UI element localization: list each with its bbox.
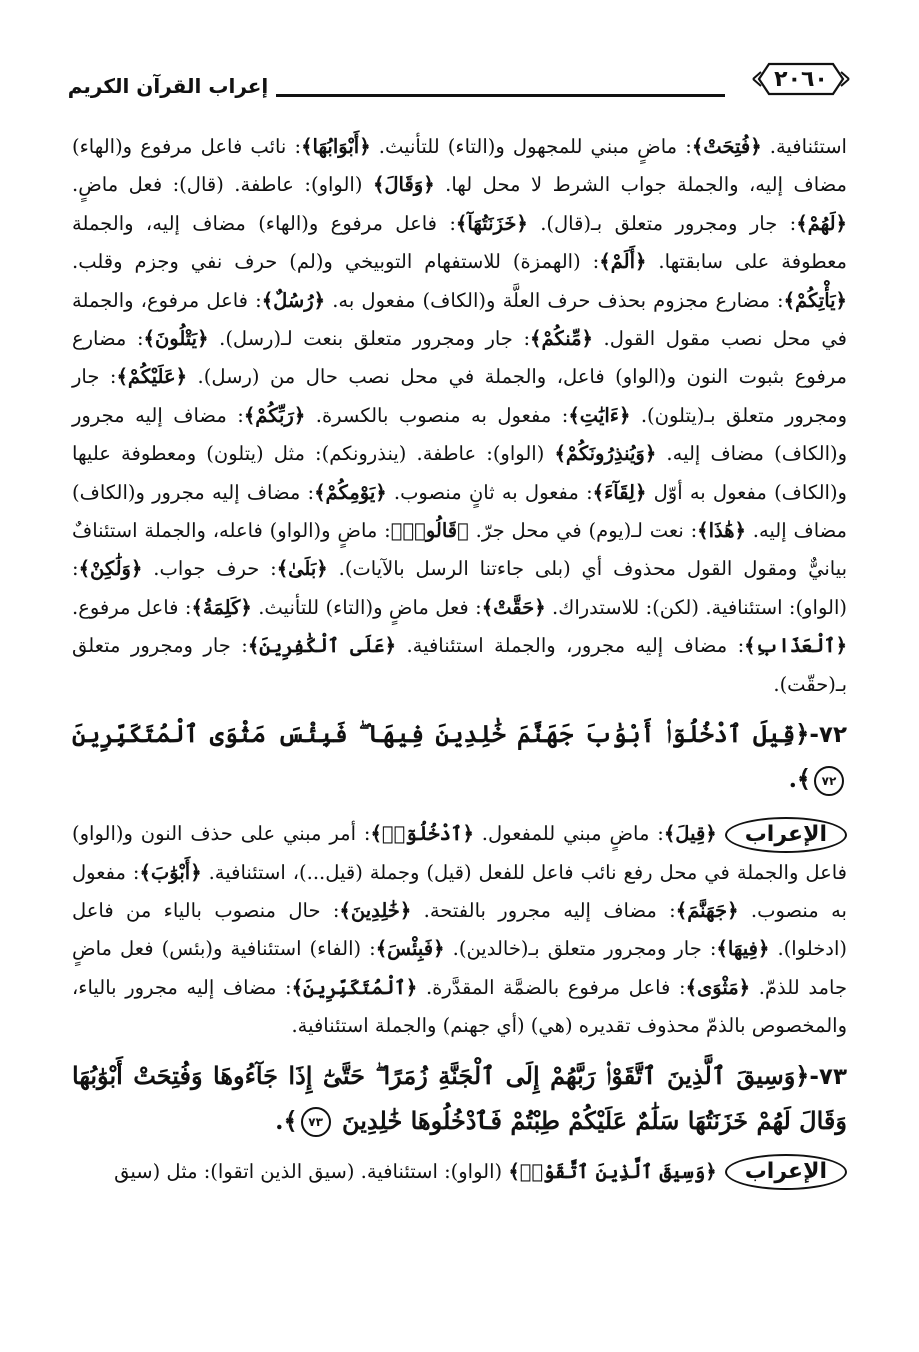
quran-term: ﴿وَيُنذِرُونَكُمْ﴾ (554, 442, 657, 466)
quran-term: ﴿أَلَمْ﴾ (599, 250, 647, 274)
text: : حرف جواب. (142, 557, 277, 581)
quran-term: ﴿قِيلَ﴾ (663, 822, 717, 846)
page-header (58, 56, 851, 106)
text: استئنافية. (761, 135, 847, 158)
quran-term: ﴿حَقَّتْ﴾ (481, 595, 546, 619)
verse-72 (72, 712, 847, 801)
text: : (الواو): استئنافية. (لكن): للاستدراك. (72, 557, 847, 619)
text: : فاعل مرفوع و(الهاء) مضاف إليه، والجملة معطوفة على سابقتها. (72, 211, 847, 274)
text: : حال منصوب بالياء من فاعل (ادخلوا). (72, 898, 847, 961)
quran-term: ﴿ءَايَٰتِ﴾ (568, 403, 631, 427)
text: : أمر مبني على حذف النون و(الواو) فاعل والجملة في محل رفع نائب فاعل للفعل (قيل) وجملة (قيل...)، استئنافية. (72, 822, 848, 884)
text: : مضاف إليه مجرور و(الكاف) مضاف إليه. (72, 480, 848, 543)
text: : مضاف إليه مجرور و(الكاف) مضاف إليه. (72, 403, 848, 466)
quran-term: ﴿يَأْتِكُمْ﴾ (783, 288, 847, 312)
text: : مضاف إليه مجرور بالياء، والمخصوص بالذمّ محذوف تقديره (هي) (أي جهنم) والجملة استئنافية. (72, 975, 847, 1038)
text: : نائب فاعل مرفوع و(الهاء) مضاف إليه، والجملة جواب الشرط لا محل لها. (72, 135, 847, 197)
text: : (الفاء) استئنافية و(بئس) فعل ماضٍ جامد للذمّ. (72, 937, 847, 999)
text: : مفعول به ثانٍ منصوب. (386, 480, 593, 504)
text: : ماضٍ و(الواو) فاعله، والجملة استئنافٌ بيانيٌّ ومقول القول محذوف أي (بلى جاءتنا الرسل بالآيات). (72, 519, 848, 581)
quran-term: ﴿مَثْوَى﴾ (685, 975, 751, 999)
quran-term: ﴿لِقَآءَ﴾ (592, 480, 647, 504)
ayah-end-icon: ٧٢ (814, 766, 844, 796)
quran-term: ﴿فَبِئْسَ﴾ (375, 937, 445, 961)
quran-term: ﴿خَزَنَتُهَآ﴾ (455, 211, 528, 235)
irab-paragraph-73 (72, 1153, 847, 1191)
text: : مضارع مجزوم بحذف حرف العلَّة و(الكاف) مفعول به. (325, 288, 784, 312)
quran-term: ﴿ٱدْخُلُوٓا۟﴾ (370, 822, 474, 846)
text: : مضارع مرفوع بثبوت النون و(الواو) فاعل، والجملة في محل نصب حال من (رسل). (72, 327, 847, 389)
quran-term: ﴿وَقَالَ﴾ (372, 173, 435, 197)
quran-term: ﴿بَلَىٰ﴾ (276, 557, 328, 581)
quran-term: ﴿فُتِحَتْ﴾ (691, 135, 762, 158)
verse-number: ٧٢- (809, 722, 847, 749)
text: : مضاف إليه مجرور، والجملة استئنافية. (396, 634, 745, 658)
quran-term: ﴿أَبْوَٰبَ﴾ (139, 860, 202, 884)
quran-term: ﴿جَهَنَّمَ﴾ (675, 898, 739, 922)
ayah-end-icon: ٧٣ (301, 1107, 331, 1137)
quran-term: ﴿هَٰذَا﴾ (697, 519, 746, 543)
text: : مفعول به منصوب. (72, 860, 847, 922)
irab-label: الإعراب (725, 817, 847, 853)
irab-label: الإعراب (725, 1154, 847, 1190)
verse-number: ٧٣- (809, 1063, 847, 1090)
verse-close: ﴾. (788, 764, 811, 794)
text: : فعل ماضٍ و(التاء) للتأنيث. (251, 595, 482, 619)
verse-text: ﴿وَسِيقَ ٱلَّذِينَ ٱتَّقَوْا۟ رَبَّهُمْ إِلَى ٱلْجَنَّةِ زُمَرًا ۖ حَتَّىٰٓ إِذَا جَآءُوهَا وَفُتِحَتْ أَبْوَٰبُهَا وَقَالَ لَهُمْ خَزَنَتُهَا سَلَٰمٌ عَلَيْكُمْ طِبْتُمْ فَٱدْخُلُوهَا خَٰلِدِينَ (72, 1060, 847, 1135)
quran-term: ﴿عَلَيْكُمْ﴾ (116, 365, 188, 389)
text: : جار ومجرور متعلق بـ(حقّت). (72, 634, 847, 696)
text: (الواو): عاطفة. (قال): فعل ماضٍ. (72, 173, 373, 197)
quran-term: ﴿مِّنكُمْ﴾ (530, 327, 593, 351)
page-number-frame (751, 60, 851, 98)
quran-term: ﴿وَسِيقَ ٱلَّذِينَ ٱتَّقَوْا۟﴾ (508, 1159, 717, 1183)
quran-term: ﴿رَبِّكُمْ﴾ (243, 403, 306, 427)
text: : نعت لـ(يوم) في محل جرّ. (468, 519, 698, 543)
quran-term: ﴿كَلِمَةُ﴾ (191, 595, 252, 619)
quran-term: ﴿قَالُوا۟﴾ (390, 519, 469, 543)
quran-term: ﴿يَتْلُونَ﴾ (143, 327, 209, 351)
quran-term: ﴿وَلَٰكِنْ﴾ (78, 557, 143, 581)
text: : جار ومجرور متعلق بـ(يتلون). (72, 365, 848, 427)
text: : فاعل مرفوع، والجملة في محل نصب مقول القول. (72, 288, 847, 351)
page-content (72, 128, 847, 1191)
irab-paragraph-71 (72, 128, 847, 704)
page-number: ٢٠٦٠ (774, 66, 828, 92)
text: : (الهمزة) للاستفهام التوبيخي و(لم) حرف نفي وجزم وقلب. (72, 250, 600, 274)
quran-term: ﴿رُسُلٌ﴾ (261, 288, 326, 312)
text: : فاعل مرفوع بالضمَّة المقدَّرة. (417, 975, 686, 999)
quran-term: ﴿يَوْمِكُمْ﴾ (314, 480, 387, 504)
text: : جار ومجرور متعلق بـ(قال). (527, 211, 797, 235)
quran-term: ﴿فِيهَا﴾ (716, 937, 770, 961)
quran-term: ﴿أَبْوَابُهَا﴾ (301, 135, 371, 158)
text: : جار ومجرور متعلق بنعت لـ(رسل). (208, 327, 531, 351)
quran-term: ﴿خَٰلِدِينَ﴾ (339, 898, 412, 922)
quran-term: ﴿ٱلْعَذَابِ﴾ (744, 634, 847, 658)
text: : جار ومجرور متعلق بـ(خالدين). (444, 937, 717, 961)
text: : مضاف إليه مجرور بالفتحة. (411, 898, 676, 922)
verse-text: ﴿قِيلَ ٱدْخُلُوٓا۟ أَبْوَٰبَ جَهَنَّمَ خَٰلِدِينَ فِيهَا ۖ فَبِئْسَ مَثْوَى ٱلْمُتَكَبِّرِينَ (72, 719, 810, 749)
verse-73 (72, 1054, 847, 1143)
book-title: إعراب القرآن الكريم (67, 74, 269, 98)
text: : فاعل مرفوع. (72, 595, 192, 619)
text: : ماضٍ مبني للمجهول و(التاء) للتأنيث. (370, 135, 692, 158)
text: (الواو): استئنافية. (سيق الذين اتقوا): مثل (سيق (114, 1159, 509, 1183)
text: : مفعول به منصوب بالكسرة. (305, 403, 569, 427)
quran-term: ﴿لَهُمْ﴾ (796, 211, 847, 235)
text: : ماضٍ مبني للمفعول. (473, 822, 664, 846)
irab-paragraph-72 (72, 815, 847, 1045)
quran-term: ﴿ٱلْمُتَكَبِّرِينَ﴾ (291, 975, 418, 999)
quran-term: ﴿عَلَى ٱلْكَٰفِرِينَ﴾ (247, 634, 396, 658)
verse-close: ﴾. (275, 1105, 298, 1135)
header-rule (276, 94, 725, 97)
text: (الواو): عاطفة. (ينذرونكم): مثل (يتلون) ومعطوفة عليها و(الكاف) مفعول به أوّل (72, 442, 847, 504)
